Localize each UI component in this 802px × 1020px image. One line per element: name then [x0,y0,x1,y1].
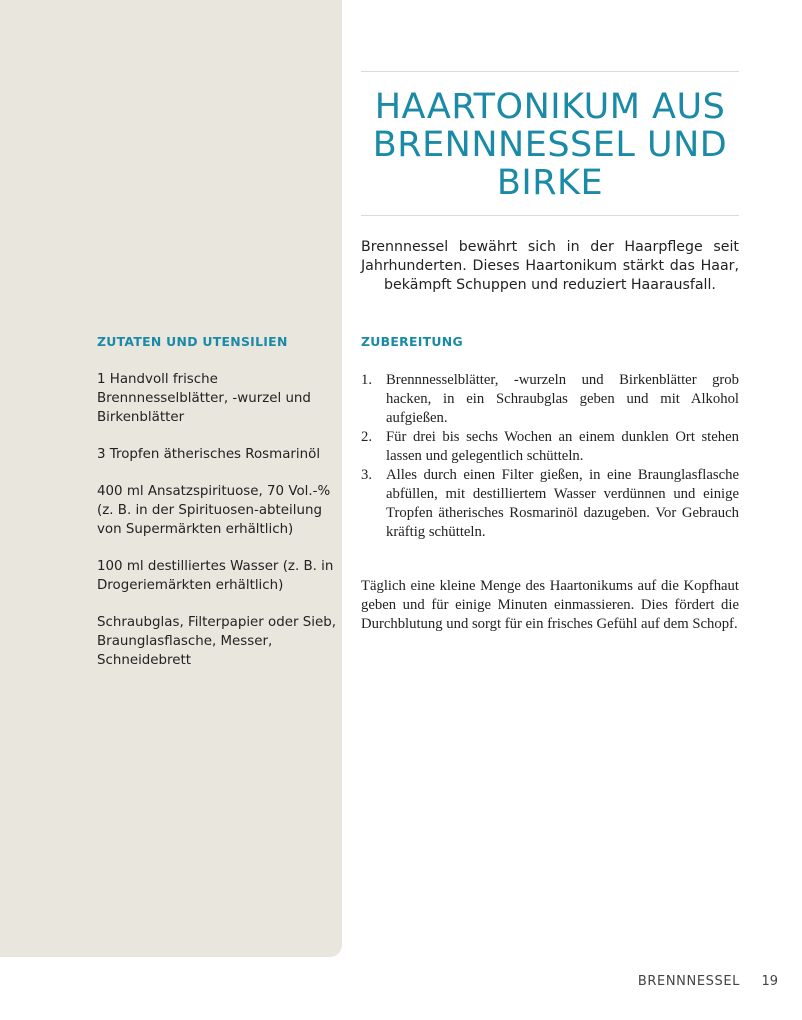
title-top-rule [361,71,739,72]
footer-section-label: BRENNNESSEL [637,974,740,989]
usage-text: Täglich eine kleine Menge des Haartonikums auf die Kopfhaut geben und für einige Minuten einmassieren. Dies fördert die Durchblutung und sorgt für ein frisches Gefühl auf dem Schopf. [361,578,739,632]
ingredients-list [97,370,337,688]
ingredient-item: 1 Handvoll frische Brennnesselblätter, -wurzel und Birkenblätter [97,372,311,425]
step-number: 3. [361,467,373,483]
step-item [361,466,739,542]
page-title: HAARTONIKUM AUS BRENNNESSEL UND BIRKE [372,87,728,203]
step-number: 2. [361,429,373,445]
step-number: 1. [361,372,373,388]
ingredient-item: Schraubglas, Filterpapier oder Sieb, Braunglasflasche, Messer, Schneidebrett [97,615,336,668]
ingredient-item: 3 Tropfen ätherisches Rosmarinöl [97,447,321,462]
step-item [361,428,739,466]
ingredients-heading: ZUTATEN UND UTENSILIEN [97,334,288,349]
page-number: 19 [761,974,778,989]
preparation-heading: ZUBEREITUNG [361,334,463,349]
ingredient-item: 400 ml Ansatzspirituose, 70 Vol.-% (z. B. in der Spirituosen-abteilung von Supermärkten erhältlich) [97,484,331,537]
title-bottom-rule [361,215,739,216]
step-text: Alles durch einen Filter gießen, in eine Braunglasflasche abfüllen, mit destilliertem Wasser verdünnen und einige Tropfen ätherisches Rosmarinöl dazugeben. Vor Gebrauch kräftig schütteln. [386,467,739,540]
preparation-steps [361,371,739,542]
ingredient-item: 100 ml destilliertes Wasser (z. B. in Drogeriemärkten erhältlich) [97,559,334,593]
intro-text: Brennnessel bewährt sich in der Haarpflege seit Jahrhunderten. Dieses Haartonikum stärkt das Haar, bekämpft Schuppen und reduziert Haarausfall. [361,239,739,293]
step-text: Brennnesselblätter, -wurzeln und Birkenblätter grob hacken, in ein Schraubglas geben und mit Alkohol aufgießen. [386,372,739,426]
step-text: Für drei bis sechs Wochen an einem dunklen Ort stehen lassen und gelegentlich schütteln. [386,429,739,464]
step-item [361,371,739,428]
